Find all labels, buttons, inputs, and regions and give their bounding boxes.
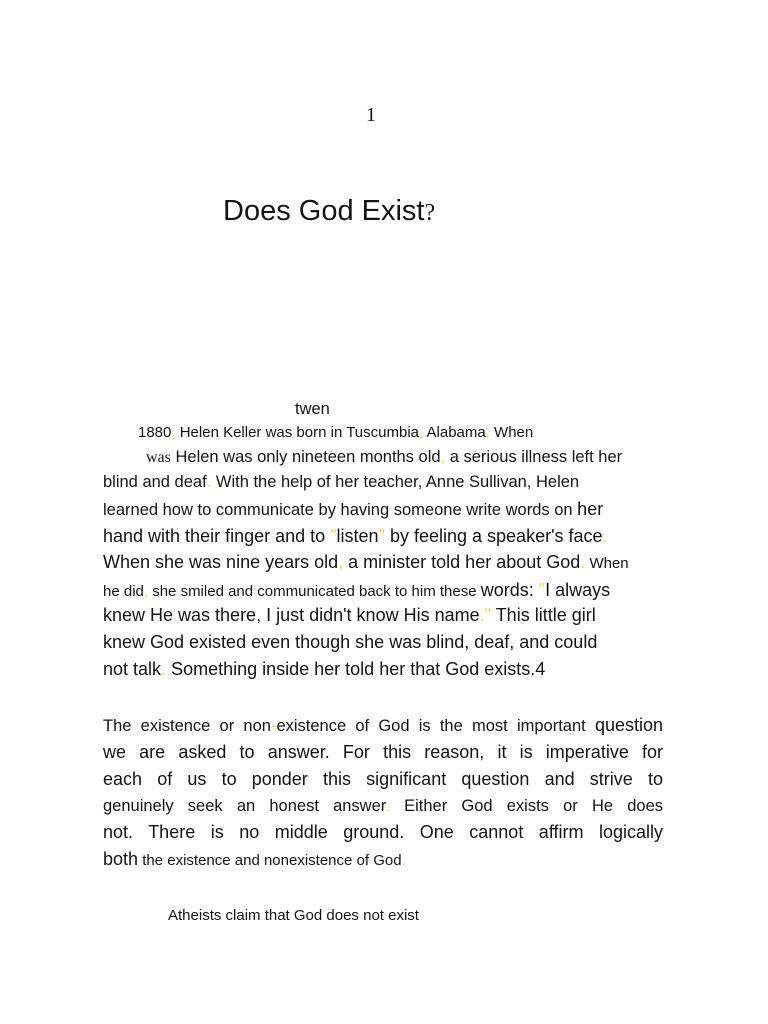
title-question-mark: ?: [424, 200, 436, 226]
p2-line-6: [103, 849, 406, 870]
p1-highlight: .: [580, 552, 586, 572]
p1-text: a minister told her about God: [343, 552, 581, 572]
p1-text: she smiled and communicated back to him these: [148, 583, 481, 600]
p1-text: was: [146, 449, 171, 466]
p2-line-2: we are asked to answer. For this reason, it is imperative for: [103, 742, 663, 762]
p2-line-1: [103, 715, 663, 736]
p1-line-3: [103, 473, 579, 492]
p1-text: not talk: [103, 659, 162, 679]
p1-highlight: ": [484, 605, 492, 625]
p2-line-5: not. There is no middle ground. One cannot affirm logically: [103, 822, 663, 842]
p1-line-7: [103, 580, 610, 601]
title-text: Does God Exist: [223, 195, 425, 227]
p2-text: question: [594, 715, 663, 735]
p1-highlight: .: [161, 659, 167, 679]
p1-line-8: [103, 605, 596, 626]
p1-line-1: [138, 424, 533, 441]
p1-text: When: [585, 555, 629, 572]
p1-line-5: [103, 526, 608, 547]
p1-text: learned how to communicate by having someone write words on: [103, 501, 578, 519]
p1-text: knew He was there, I just didn't know His name: [103, 605, 480, 625]
p2-text: The existence or non: [103, 717, 271, 735]
p2-highlight: .: [385, 797, 390, 815]
p1-highlight: ": [330, 526, 337, 546]
p1-highlight: ,: [338, 552, 344, 572]
p1-highlight: ,: [171, 424, 176, 441]
p1-text: words:: [480, 580, 539, 600]
p1-highlight: ": [538, 580, 546, 600]
p1-text: blind and deaf: [103, 473, 207, 491]
paragraph-atheists: Atheists claim that God does not exist: [168, 907, 419, 924]
p1-text: Helen Keller was born in Tuscumbia: [175, 424, 419, 441]
p1-text: When she was nine years old: [103, 552, 339, 572]
p1-text: her: [577, 499, 604, 519]
p2-highlight: -: [270, 717, 277, 735]
p1-text: by feeling a speaker's: [384, 526, 569, 546]
p1-text: Something inside her told her that God exists.4: [166, 659, 546, 679]
p1-text: This little girl: [491, 605, 596, 625]
p1-highlight: .: [602, 526, 608, 546]
p1-text: With the help of her teacher, Anne Sullivan, Helen: [211, 473, 580, 491]
p2-text: existence of God is the most important: [276, 717, 595, 735]
p1-line-10: [103, 659, 545, 680]
p1-highlight: .: [479, 605, 485, 625]
p1-line-6: [103, 552, 629, 573]
p1-line-2: [146, 448, 622, 467]
p2-text: Either God exists or He does: [389, 797, 663, 815]
p1-line-4: [103, 499, 603, 520]
p2-highlight: .: [401, 852, 406, 869]
p1-text: he did: [103, 583, 144, 600]
p2-text: genuinely seek an honest answer: [103, 797, 386, 815]
p1-highlight: .: [206, 473, 212, 491]
p1-text: I always: [545, 580, 611, 600]
page-number: 1: [366, 104, 376, 126]
p2-text: both: [103, 849, 139, 869]
p1-text: hand with their finger and to: [103, 526, 331, 546]
p2-line-4: [103, 797, 663, 816]
text-fragment: twen: [295, 400, 330, 418]
p1-highlight: ,: [440, 448, 446, 466]
page-title: [223, 195, 435, 228]
p1-highlight: ,: [419, 424, 424, 441]
p1-text: When: [489, 424, 534, 441]
p1-highlight: .: [485, 424, 490, 441]
p1-highlight: ,: [143, 583, 149, 600]
p1-text: a serious illness left her: [445, 448, 623, 466]
p1-text: Alabama: [423, 424, 486, 441]
p2-text: the existence and nonexistence of God: [138, 852, 402, 869]
p2-line-3: each of us to ponder this significant question and strive to: [103, 769, 663, 789]
p1-text: 1880: [138, 424, 172, 441]
p1-text: Helen was only nineteen months old: [170, 448, 441, 466]
p1-line-9: knew God existed even though she was blind, deaf, and could: [103, 632, 598, 652]
p1-text: listen: [336, 526, 379, 546]
p1-text: face: [568, 526, 603, 546]
p1-highlight: ": [378, 526, 385, 546]
